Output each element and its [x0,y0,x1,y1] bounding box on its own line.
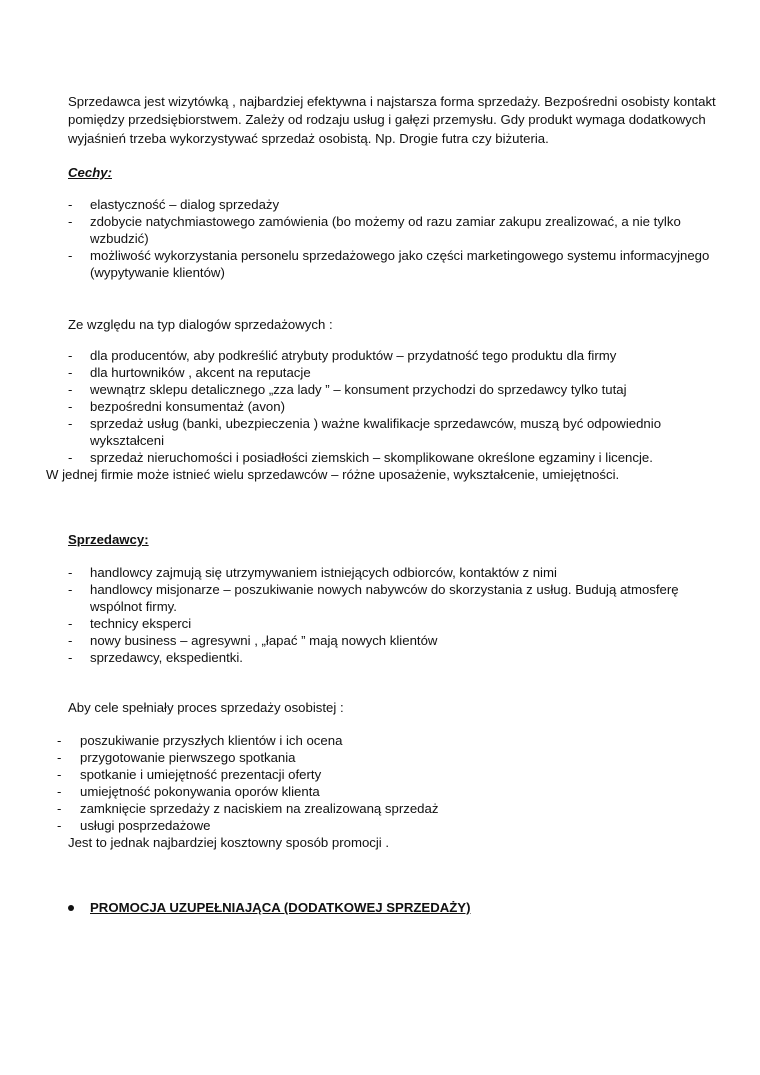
proces-note: Jest to jednak najbardziej kosztowny sposób promocji . [68,835,390,850]
list-item: dla producentów, aby podkreślić atrybuty produktów – przydatność tego produktu dla firmy [90,348,617,363]
list-dash: - [68,565,73,580]
list-item: zamknięcie sprzedaży z naciskiem na zrealizowaną sprzedaż [80,801,439,816]
list-item: poszukiwanie przyszłych klientów i ich ocena [80,733,343,748]
dialogi-note: W jednej firmie może istnieć wielu sprzedawców – różne uposażenie, wykształcenie, umiejętności. [46,467,620,482]
list-item: zdobycie natychmiastowego zamówienia (bo możemy od razu zamiar zakupu zrealizować, a nie tylko [90,214,681,229]
list-dash: - [68,365,73,380]
bullet-icon [68,905,74,911]
list-dash: - [68,650,73,665]
list-dash: - [68,348,73,363]
list-item: możliwość wykorzystania personelu sprzedażowego jako części marketingowego systemu informacyjnego [90,248,710,263]
list-dash: - [68,450,73,465]
list-dash: - [68,416,73,431]
list-item: sprzedawcy, ekspedientki. [90,650,243,665]
list-item: usługi posprzedażowe [80,818,211,833]
list-dash: - [57,818,62,833]
list-dash: - [57,801,62,816]
list-dash: - [68,582,73,597]
list-item: dla hurtowników , akcent na reputacje [90,365,311,380]
list-dash: - [68,633,73,648]
list-item: sprzedaż usług (banki, ubezpieczenia ) ważne kwalifikacje sprzedawców, muszą być odpowiednio [90,416,662,431]
list-dash: - [57,784,62,799]
list-dash: - [57,733,62,748]
section-heading: PROMOCJA UZUPEŁNIAJĄCA (DODATKOWEJ SPRZEDAŻY) [90,900,471,915]
list-item: bezpośredni konsumentaż (avon) [90,399,285,414]
list-item: elastyczność – dialog sprzedaży [90,197,280,212]
list-item: handlowcy zajmują się utrzymywaniem istniejących odbiorców, kontaktów z nimi [90,565,557,580]
list-item: wzbudzić) [90,231,149,246]
list-item: handlowcy misjonarze – poszukiwanie nowych nabywców do skorzystania z usług. Budują atmosferę [90,582,679,597]
proces-heading: Aby cele spełniały proces sprzedaży osobistej : [68,700,344,715]
intro-line: wyjaśnień trzeba wykorzystywać sprzedaż osobistą. Np. Drogie futra czy biżuteria. [68,131,549,146]
sprzedawcy-heading: Sprzedawcy: [68,532,149,547]
list-dash: - [57,767,62,782]
list-item: nowy business – agresywni , „łapać ” mają nowych klientów [90,633,438,648]
list-item: umiejętność pokonywania oporów klienta [80,784,320,799]
list-dash: - [68,616,73,631]
dialogi-heading: Ze względu na typ dialogów sprzedażowych : [68,317,333,332]
list-item: sprzedaż nieruchomości i posiadłości ziemskich – skomplikowane określone egzaminy i licencje. [90,450,653,465]
intro-line: pomiędzy przedsiębiorstwem. Zależy od rodzaju usług i gałęzi przemysłu. Gdy produkt wymaga dodatkowych [68,112,706,127]
list-item: spotkanie i umiejętność prezentacji oferty [80,767,322,782]
list-dash: - [68,214,73,229]
list-item: (wypytywanie klientów) [90,265,225,280]
list-item: technicy eksperci [90,616,192,631]
list-dash: - [68,399,73,414]
list-dash: - [68,382,73,397]
list-item: wewnątrz sklepu detalicznego „zza lady ” – konsument przychodzi do sprzedawcy tylko tutaj [90,382,627,397]
list-item: przygotowanie pierwszego spotkania [80,750,296,765]
list-item: wykształceni [90,433,165,448]
list-dash: - [68,248,73,263]
cechy-heading: Cechy: [68,165,112,180]
list-dash: - [57,750,62,765]
intro-line: Sprzedawca jest wizytówką , najbardziej efektywna i najstarsza forma sprzedaży. Bezpośredni osobisty kontakt [68,94,716,109]
list-dash: - [68,197,73,212]
list-item: wspólnot firmy. [90,599,177,614]
